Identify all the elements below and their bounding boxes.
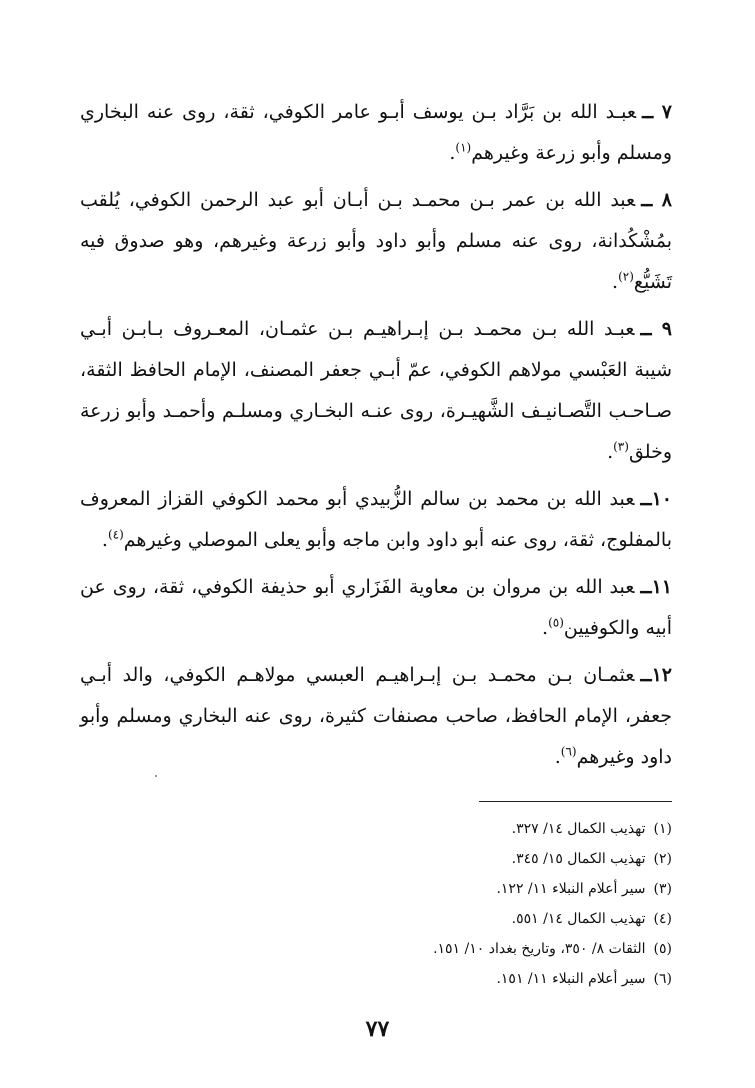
entry-8: ٨ ــعبد الله بن عمر بـن محمـد بـن أبـان أبو عبد الرحمن الكوفي، يُلقب بمُشْكُدانة، روى عنه مسلم وأبو داود وأبو زرعة وغيرهم، وهو صدوق فيه تَشَيُّع$^{(٢)}$. [80,189,673,293]
entry-text: عبد الله بن محمد بن سالم الزُّبيدي أبو محمد الكوفي القزاز المعروف بالمفلوج، ثقة، روى عنه أبو داود وابن ماجه وأبو يعلى الموصلي وغيرهم [80,488,672,551]
entry-9: ٩ ــعبـد الله بـن محمـد بـن إبـراهيـم بـن عثمـان، المعـروف بـابـن أبـي شيبة العَبْسي مولاهم الكوفي، عمّ أبـي جعفر المصنف، الإمام الحافظ الثقة، صـاحـب التَّصـانيـف الشَّهيـرة، روى عنـه البخـاري ومسلـم وأحمـد وأبو زرعة وخلق$^{(٣)}$. [80,318,672,463]
stray-dot [155,775,157,777]
page-number: ٧٧ [365,1016,390,1042]
footnote: (٢)تهذيب الكمال ١٥/ ٣٤٥. [511,851,672,867]
entry-number: ٧ ــ [642,101,672,123]
entry-11: ١١ــعبد الله بن مروان بن معاوية الفَزَاري أبو حذيفة الكوفي، ثقة، روى عن أبيه والكوفيين$^{(٥)}$. [80,576,672,639]
entry-number: ١٠ــ [640,488,672,510]
footnote: (٦)سير أعلام النبلاء ١١/ ١٥١. [496,971,672,987]
entry-number: ١١ــ [640,576,672,598]
footnote-ref[interactable]: (١) [455,140,472,155]
footnote-separator [479,801,672,802]
entry-text: عبـد الله بن بَرَّاد بـن يوسف أبـو عامر الكوفي، ثقة، روى عنه البخاري ومسلم وأبو زرعة وغيرهم [80,101,672,164]
footnote-ref[interactable]: (٦) [560,744,577,759]
entry-text: عبد الله بن مروان بن معاوية الفَزَاري أبو حذيفة الكوفي، ثقة، روى عن أبيه والكوفيين [80,576,672,639]
entry-number: ٨ ــ [641,189,673,211]
entry-text: عثمـان بـن محمـد بـن إبـراهيـم العبسي مولاهـم الكوفي، والد أبـي جعفر، الإمام الحافظ، صاحب مصنفات كثيرة، روى عنه البخاري ومسلم وأبو داود وغيرهم [80,664,672,768]
entry-12: ١٢ــعثمـان بـن محمـد بـن إبـراهيـم العبسي مولاهـم الكوفي، والد أبـي جعفر، الإمام الحافظ، صاحب مصنفات كثيرة، روى عنه البخاري ومسلم وأبو داود وغيرهم$^{(٦)}$. [80,664,672,768]
footnote-ref[interactable]: (٥) [548,615,564,630]
footnote: (١)تهذيب الكمال ١٤/ ٣٢٧. [511,821,672,837]
entry-text: عبـد الله بـن محمـد بـن إبـراهيـم بـن عثمـان، المعـروف بـابـن أبـي شيبة العَبْسي مولاهم الكوفي، عمّ أبـي جعفر المصنف، الإمام الحافظ الثقة، صـاحـب التَّصـانيـف الشَّهيـرة، روى عنـه البخـاري ومسلـم وأحمـد وأبو زرعة وخلق [80,318,672,463]
footnote: (٥)الثقات ٨/ ٣٥٠، وتاريخ بغداد ١٠/ ١٥١. [433,941,672,957]
footnote-ref[interactable]: (٤) [107,527,124,542]
footnote-ref[interactable]: (٢) [618,269,634,284]
entry-number: ١٢ــ [640,664,672,686]
footnotes [112,814,672,994]
entry-7: ٧ ــعبـد الله بن بَرَّاد بـن يوسف أبـو عامر الكوفي، ثقة، روى عنه البخاري ومسلم وأبو زرعة وغيرهم$^{(١)}$. [80,101,672,164]
entry-number: ٩ ــ [640,318,672,340]
entry-10: ١٠ــعبد الله بن محمد بن سالم الزُّبيدي أبو محمد الكوفي القزاز المعروف بالمفلوج، ثقة، روى عنه أبو داود وابن ماجه وأبو يعلى الموصلي وغيرهم$^{(٤)}$. [80,488,672,551]
footnote-ref[interactable]: (٣) [613,439,629,454]
main-text [80,92,672,784]
entry-text: عبد الله بن عمر بـن محمـد بـن أبـان أبو عبد الرحمن الكوفي، يُلقب بمُشْكُدانة، روى عنه مسلم وأبو داود وأبو زرعة وغيرهم، وهو صدوق فيه تَشَيُّع [80,189,672,293]
footnote: (٤)تهذيب الكمال ١٤/ ٥٥١. [511,911,672,927]
footnote: (٣)سير أعلام النبلاء ١١/ ١٢٢. [496,881,672,897]
